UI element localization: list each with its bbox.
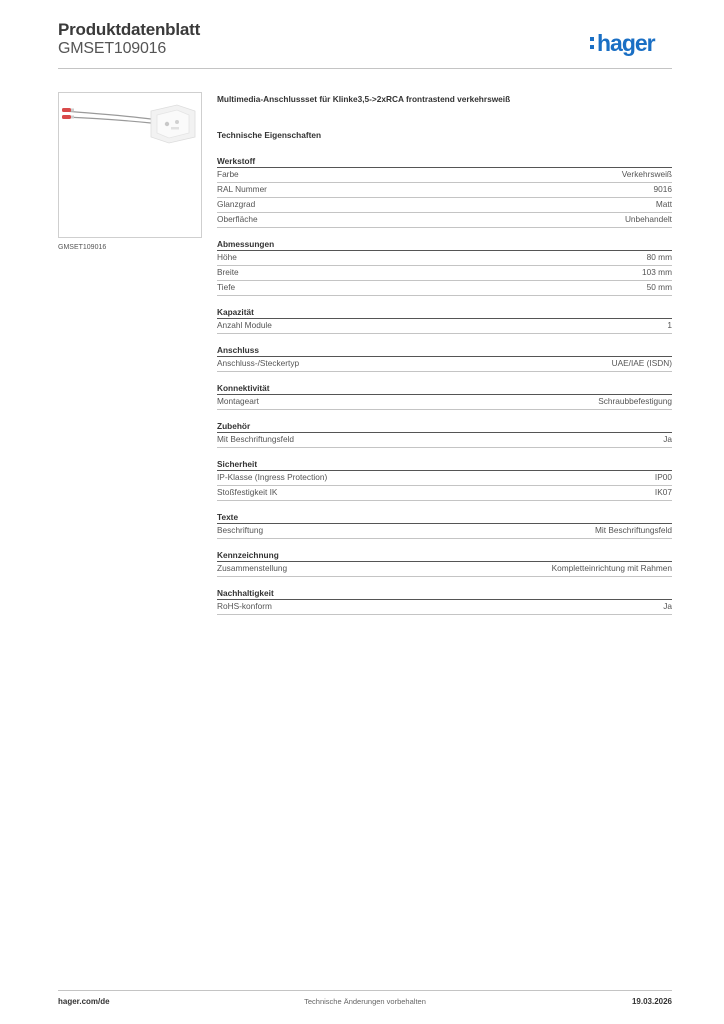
product-description: Multimedia-Anschlussset für Klinke3,5->2xRCA frontrastend verkehrsweiß <box>217 94 511 104</box>
header-divider <box>58 68 672 69</box>
section-title: Zubehör <box>217 420 672 433</box>
property-value: 80 mm <box>646 252 672 262</box>
property-section <box>217 420 672 448</box>
footer-disclaimer: Technische Änderungen vorbehalten <box>304 997 426 1006</box>
hager-logo <box>588 26 672 60</box>
property-label: Zusammenstellung <box>217 563 288 573</box>
property-label: Stoßfestigkeit IK <box>217 487 278 497</box>
footer-date: 19.03.2026 <box>631 997 672 1006</box>
property-section <box>217 549 672 577</box>
product-photo-illustration <box>59 93 201 237</box>
property-label: Höhe <box>217 252 237 262</box>
property-value: IP00 <box>654 472 672 482</box>
property-value: IK07 <box>654 487 672 497</box>
property-label: Beschriftung <box>217 525 264 535</box>
property-value: UAE/IAE (ISDN) <box>611 358 672 368</box>
property-label: IP-Klasse (Ingress Protection) <box>217 472 328 482</box>
property-row <box>217 168 672 183</box>
property-label: Montageart <box>217 396 259 406</box>
property-row <box>217 562 672 577</box>
property-row <box>217 183 672 198</box>
property-row <box>217 213 672 228</box>
property-label: Farbe <box>217 169 239 179</box>
product-image <box>58 92 202 238</box>
property-row <box>217 524 672 539</box>
footer-divider <box>58 990 672 991</box>
property-section <box>217 344 672 372</box>
property-value: Schraubbefestigung <box>598 396 672 406</box>
property-value: Ja <box>663 434 672 444</box>
property-row <box>217 600 672 615</box>
product-details <box>217 94 672 625</box>
property-sections <box>217 155 672 615</box>
property-section <box>217 587 672 615</box>
property-section <box>217 238 672 296</box>
property-value: 9016 <box>653 184 672 194</box>
section-title: Anschluss <box>217 344 672 357</box>
section-title: Kennzeichnung <box>217 549 672 562</box>
property-label: Tiefe <box>217 282 236 292</box>
property-value: 50 mm <box>646 282 672 292</box>
property-row <box>217 395 672 410</box>
section-title: Werkstoff <box>217 155 672 168</box>
product-code: GMSET109016 <box>58 40 167 57</box>
page-footer <box>58 997 672 1009</box>
property-row <box>217 251 672 266</box>
property-label: Glanzgrad <box>217 199 256 209</box>
page-header <box>58 20 672 66</box>
property-label: RAL Nummer <box>217 184 267 194</box>
property-value: Verkehrsweiß <box>621 169 672 179</box>
properties-heading: Technische Eigenschaften <box>217 130 322 140</box>
property-value: Matt <box>655 199 672 209</box>
property-section <box>217 511 672 539</box>
section-title: Kapazität <box>217 306 672 319</box>
property-label: Oberfläche <box>217 214 258 224</box>
section-title: Konnektivität <box>217 382 672 395</box>
document-title: Produktdatenblatt <box>58 20 201 39</box>
image-caption: GMSET109016 <box>58 244 107 251</box>
property-value: 103 mm <box>642 267 672 277</box>
property-value: Kompletteinrichtung mit Rahmen <box>551 563 672 573</box>
footer-website: hager.com/de <box>58 997 110 1006</box>
property-value: Unbehandelt <box>624 214 672 224</box>
property-row <box>217 198 672 213</box>
property-row <box>217 319 672 334</box>
property-section <box>217 306 672 334</box>
section-title: Nachhaltigkeit <box>217 587 672 600</box>
property-section <box>217 382 672 410</box>
property-row <box>217 433 672 448</box>
section-title: Abmessungen <box>217 238 672 251</box>
property-row <box>217 266 672 281</box>
property-value: Ja <box>663 601 672 611</box>
property-label: Mit Beschriftungsfeld <box>217 434 295 444</box>
property-label: RoHS-konform <box>217 601 272 611</box>
property-row <box>217 471 672 486</box>
property-section <box>217 458 672 501</box>
property-row <box>217 281 672 296</box>
section-title: Sicherheit <box>217 458 672 471</box>
svg-text:hager: hager <box>597 30 655 56</box>
property-label: Breite <box>217 267 239 277</box>
property-row <box>217 486 672 501</box>
section-title: Texte <box>217 511 672 524</box>
property-label: Anschluss-/Steckertyp <box>217 358 300 368</box>
property-section <box>217 155 672 228</box>
property-label: Anzahl Module <box>217 320 272 330</box>
property-row <box>217 357 672 372</box>
property-value: Mit Beschriftungsfeld <box>594 525 672 535</box>
property-value: 1 <box>667 320 672 330</box>
